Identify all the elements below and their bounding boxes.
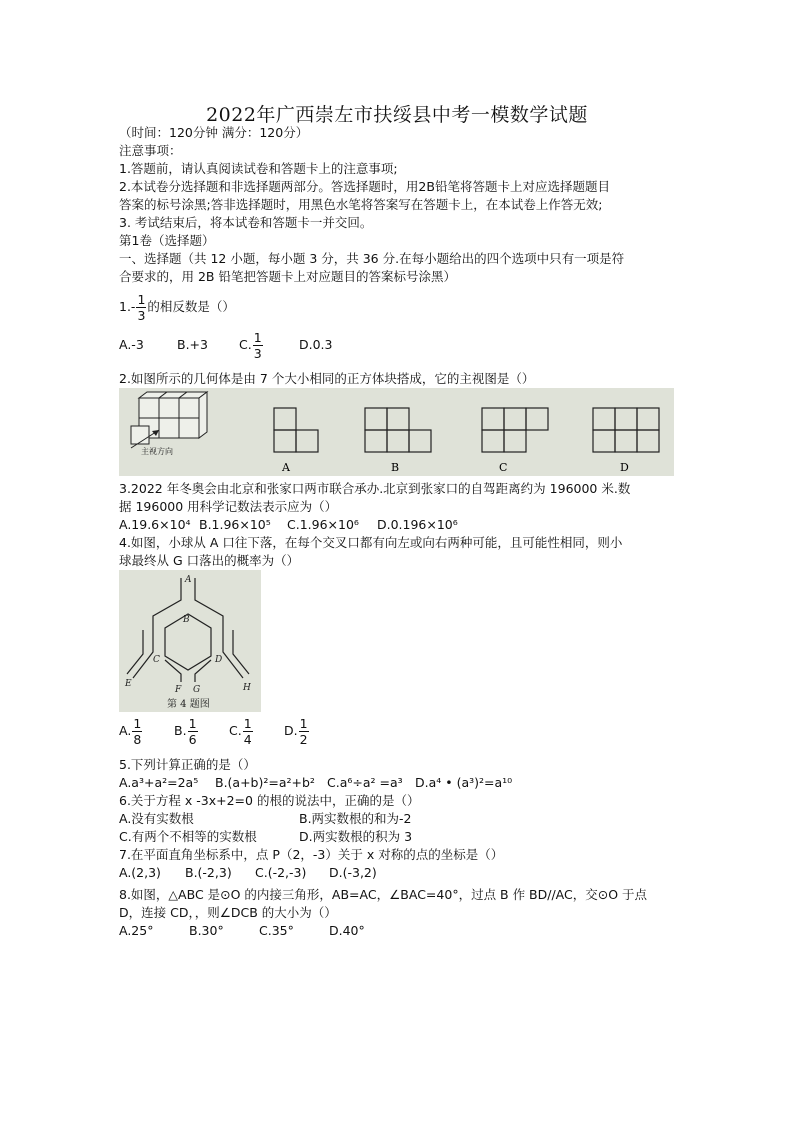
q7-options — [119, 864, 377, 882]
q2-option-a-view — [274, 408, 318, 452]
q3-options — [119, 516, 458, 534]
q2-option-d-view — [593, 408, 659, 452]
question-2: 2.如图所示的几何体是由 7 个大小相同的正方体块搭成，它的主视图是（） — [119, 371, 535, 386]
q4-option-a-label: A. — [119, 723, 132, 738]
q5-option-d: D.a⁴ • (a³)²=a¹⁰ — [415, 775, 513, 790]
q4-option-a-den: 8 — [133, 732, 142, 747]
question-4-cont: 球最终从 G 口落出的概率为（） — [119, 553, 300, 568]
exam-meta: （时间：120分钟 满分：120分） — [119, 125, 309, 140]
q1-option-c-fraction — [253, 330, 263, 361]
q1-option-c — [239, 330, 299, 361]
q4-option-c-den: 4 — [243, 732, 252, 747]
q4-point-d: D — [215, 655, 223, 665]
q4-point-g: G — [193, 685, 201, 695]
question-6: 6.关于方程 x -3x+2=0 的根的说法中，正确的是（） — [119, 793, 420, 808]
q1-option-c-prefix: C. — [239, 337, 252, 352]
q5-option-a: A.a³+a²=2a⁵ — [119, 775, 199, 790]
q1-prefix: 1.- — [119, 299, 136, 314]
q2-figure-svg — [119, 388, 674, 476]
q4-options — [119, 716, 310, 747]
q4-option-b-fraction — [188, 716, 198, 747]
q7-option-d: D.(-3,2) — [329, 865, 377, 880]
q1-option-d: D.0.3 — [299, 337, 333, 352]
q4-figure-svg — [119, 570, 261, 712]
q4-option-d — [284, 716, 310, 747]
cube-stack-drawing — [131, 392, 207, 444]
q6-options-row2 — [119, 828, 412, 846]
notice-2-cont: 答案的标号涂黑;答非选择题时，用黑色水笔将答案写在答题卡上，在本试卷上作答无效; — [119, 197, 603, 212]
view-direction-label: 主视方向 — [141, 447, 173, 456]
q1-options — [119, 330, 332, 361]
question-8: 8.如图，△ABC 是⊙O 的内接三角形，AB=AC，∠BAC=40°，过点 B 作 BD//AC，交⊙O 于点 — [119, 887, 648, 902]
q4-option-c-num: 1 — [243, 716, 252, 731]
question-7: 7.在平面直角坐标系中，点 P（2，-3）关于 x 对称的点的坐标是（） — [119, 847, 504, 862]
q1-fraction — [136, 292, 146, 323]
q1-suffix: 的相反数是（） — [147, 299, 235, 314]
q4-point-b: B — [183, 615, 190, 625]
q4-option-d-num: 1 — [299, 716, 308, 731]
q4-channels — [127, 578, 249, 682]
q1-option-b: B.+3 — [177, 337, 208, 352]
q2-label-c: C — [499, 461, 508, 474]
section-instruction-cont: 合要求的，用 2B 铅笔把答题卡上对应题目的答案标号涂黑） — [119, 269, 456, 284]
q5-option-b: B.(a+b)²=a²+b² — [215, 775, 315, 790]
q6-option-a: A.没有实数根 — [119, 811, 194, 826]
q3-option-d: D.0.196×10⁶ — [377, 517, 458, 532]
q1-frac-den: 3 — [137, 308, 146, 323]
q4-figure-caption: 第 4 题图 — [167, 699, 210, 710]
q8-option-a: A.25° — [119, 923, 154, 938]
volume-heading: 第1卷（选择题） — [119, 233, 215, 248]
notice-3: 3. 考试结束后，将本试卷和答题卡一并交回。 — [119, 215, 373, 230]
q4-option-a — [119, 716, 174, 747]
question-4: 4.如图，小球从 A 口往下落，在每个交叉口都有向左或向右两种可能，且可能性相同，则小 — [119, 535, 623, 550]
q8-option-d: D.40° — [329, 923, 365, 938]
q6-options-row1 — [119, 810, 412, 828]
q4-point-h: H — [243, 683, 251, 693]
question-3-cont: 据 196000 用科学记数法表示应为（） — [119, 499, 338, 514]
q4-point-f: F — [175, 685, 182, 695]
q8-options — [119, 922, 365, 940]
question-5: 5.下列计算正确的是（） — [119, 757, 256, 772]
q4-option-b-num: 1 — [188, 716, 197, 731]
q1-option-a: A.-3 — [119, 337, 144, 352]
q3-option-b: B.1.96×10⁵ — [199, 517, 271, 532]
section-instruction: 一、选择题（共 12 小题，每小题 3 分，共 36 分.在每小题给出的四个选项中只有一项是符 — [119, 251, 625, 266]
q5-options — [119, 774, 512, 792]
q2-label-a: A — [282, 461, 290, 474]
q1-option-c-den: 3 — [253, 346, 262, 361]
q4-option-b-den: 6 — [188, 732, 197, 747]
notice-header: 注意事项： — [119, 143, 182, 158]
q8-option-b: B.30° — [189, 923, 224, 938]
q1-frac-num: 1 — [137, 292, 146, 307]
q7-option-b: B.(-2,3) — [185, 865, 232, 880]
q4-option-d-label: D. — [284, 723, 298, 738]
q1-option-c-num: 1 — [253, 330, 262, 345]
q2-option-b-view — [365, 408, 431, 452]
q2-label-d: D — [620, 461, 629, 474]
q4-point-c: C — [153, 655, 160, 665]
q4-option-b-label: B. — [174, 723, 187, 738]
q3-option-c: C.1.96×10⁶ — [287, 517, 359, 532]
q4-option-d-den: 2 — [299, 732, 308, 747]
q6-option-b: B.两实数根的和为-2 — [299, 811, 412, 826]
q4-option-c-label: C. — [229, 723, 242, 738]
q3-option-a: A.19.6×10⁴ — [119, 517, 191, 532]
q4-point-a: A — [185, 575, 192, 585]
question-8-cont: D，连接 CD，，则∠DCB 的大小为（） — [119, 905, 337, 920]
q2-option-c-view — [482, 408, 548, 452]
q4-point-e: E — [125, 679, 132, 689]
exam-title: 2022年广西崇左市扶绥县中考一模数学试题 — [206, 104, 588, 126]
notice-1: 1.答题前，请认真阅读试卷和答题卡上的注意事项; — [119, 161, 398, 176]
q4-option-a-num: 1 — [133, 716, 142, 731]
q4-figure — [119, 570, 261, 712]
q4-option-b — [174, 716, 229, 747]
q8-option-c: C.35° — [259, 923, 294, 938]
q4-option-d-fraction — [299, 716, 309, 747]
q6-option-d: D.两实数根的积为 3 — [299, 829, 413, 844]
q4-option-c-fraction — [243, 716, 253, 747]
q4-option-a-fraction — [132, 716, 142, 747]
q4-option-c — [229, 716, 284, 747]
q2-figure — [119, 388, 674, 476]
notice-2: 2.本试卷分选择题和非选择题两部分。答选择题时，用2B铅笔将答题卡上对应选择题题目 — [119, 179, 610, 194]
q6-option-c: C.有两个不相等的实数根 — [119, 829, 257, 844]
question-3: 3.2022 年冬奥会由北京和张家口两市联合承办.北京到张家口的自驾距离约为 196000 米.数 — [119, 481, 631, 496]
q7-option-a: A.(2,3) — [119, 865, 161, 880]
q5-option-c: C.a⁶÷a² =a³ — [327, 775, 403, 790]
question-1 — [119, 292, 235, 323]
q2-label-b: B — [391, 461, 400, 474]
q7-option-c: C.(-2,-3) — [255, 865, 307, 880]
